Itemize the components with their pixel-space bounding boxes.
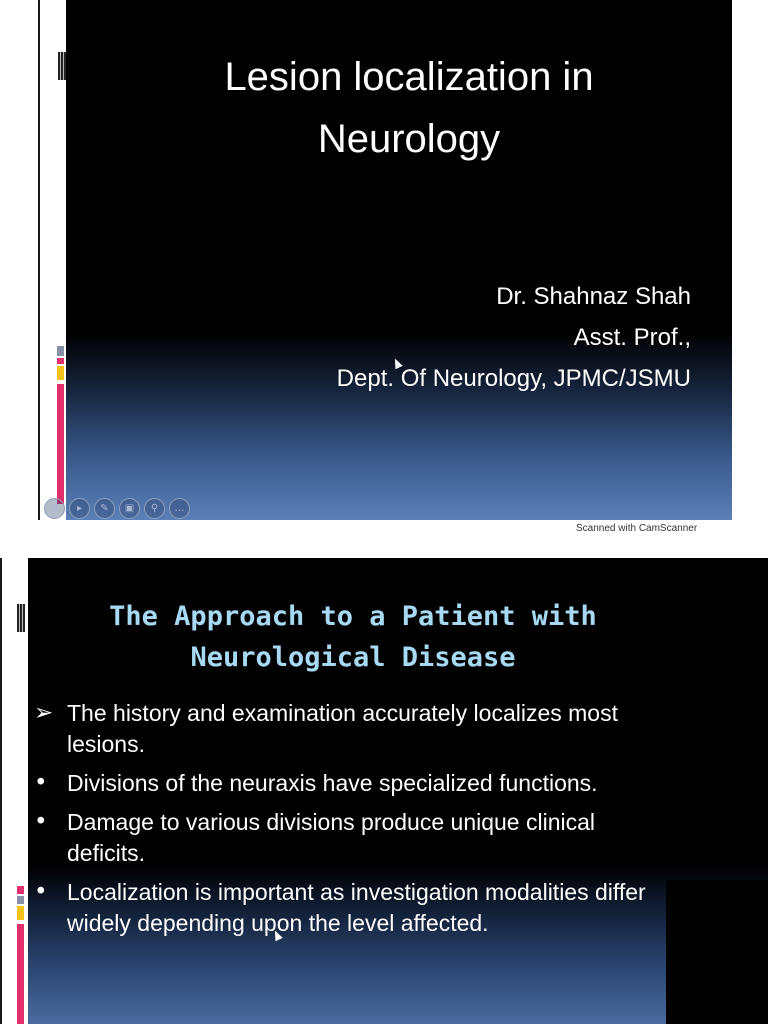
title-line: Neurology: [317, 117, 501, 161]
color-bar-yellow: [57, 366, 64, 380]
bullet-text: The history and examination accurately localizes most lesions.: [67, 700, 618, 757]
previous-icon[interactable]: ◁: [44, 498, 65, 519]
author-block: [191, 276, 691, 399]
bullet-list: [34, 698, 654, 947]
bullet-text: Divisions of the neuraxis have specialized functions.: [67, 770, 598, 796]
page-edge-line: [38, 0, 40, 520]
grip-handle-icon[interactable]: [17, 604, 25, 632]
author-position: Asst. Prof.,: [573, 324, 691, 351]
slideshow-controls: [44, 496, 190, 520]
play-icon[interactable]: ▸: [69, 498, 90, 519]
author-name: Dr. Shahnaz Shah: [496, 283, 691, 310]
list-item: [34, 807, 654, 869]
list-item: [34, 877, 654, 939]
dot-bullet-icon: •: [34, 879, 48, 905]
dot-bullet-icon: •: [34, 770, 48, 796]
more-options-icon[interactable]: …: [169, 498, 190, 519]
title-line: Lesion localization in: [224, 55, 594, 99]
bullet-text: Localization is important as investigation modalities differ widely depending upon the level affected.: [67, 879, 646, 936]
slide-2-right-block: [666, 880, 768, 1024]
color-bar-pink: [57, 384, 64, 504]
color-bar-pink-top: [57, 358, 64, 364]
slide-1-title: [66, 46, 752, 170]
pen-icon[interactable]: ✎: [94, 498, 115, 519]
scanner-watermark: Scanned with CamScanner: [576, 523, 698, 534]
page-edge-line: [0, 558, 2, 1024]
slide-2-title: [28, 596, 678, 678]
color-bar-gray: [17, 896, 24, 904]
bullet-text: Damage to various divisions produce unique clinical deficits.: [67, 809, 596, 866]
grip-handle-icon[interactable]: [58, 52, 66, 80]
arrow-bullet-icon: ➢: [34, 700, 54, 726]
list-item: [34, 698, 654, 760]
color-bar-gray: [57, 346, 64, 356]
color-bar-yellow: [17, 906, 24, 920]
title-line: The Approach to a Patient with: [109, 601, 597, 632]
color-bar-pink: [17, 924, 24, 1024]
slides-icon[interactable]: ▣: [119, 498, 140, 519]
color-bar-pink-top: [17, 886, 24, 894]
title-line: Neurological Disease: [190, 642, 516, 673]
zoom-icon[interactable]: ⚲: [144, 498, 165, 519]
list-item: [34, 768, 654, 799]
dot-bullet-icon: •: [34, 809, 48, 835]
author-department: Dept. Of Neurology, JPMC/JSMU: [336, 365, 691, 392]
